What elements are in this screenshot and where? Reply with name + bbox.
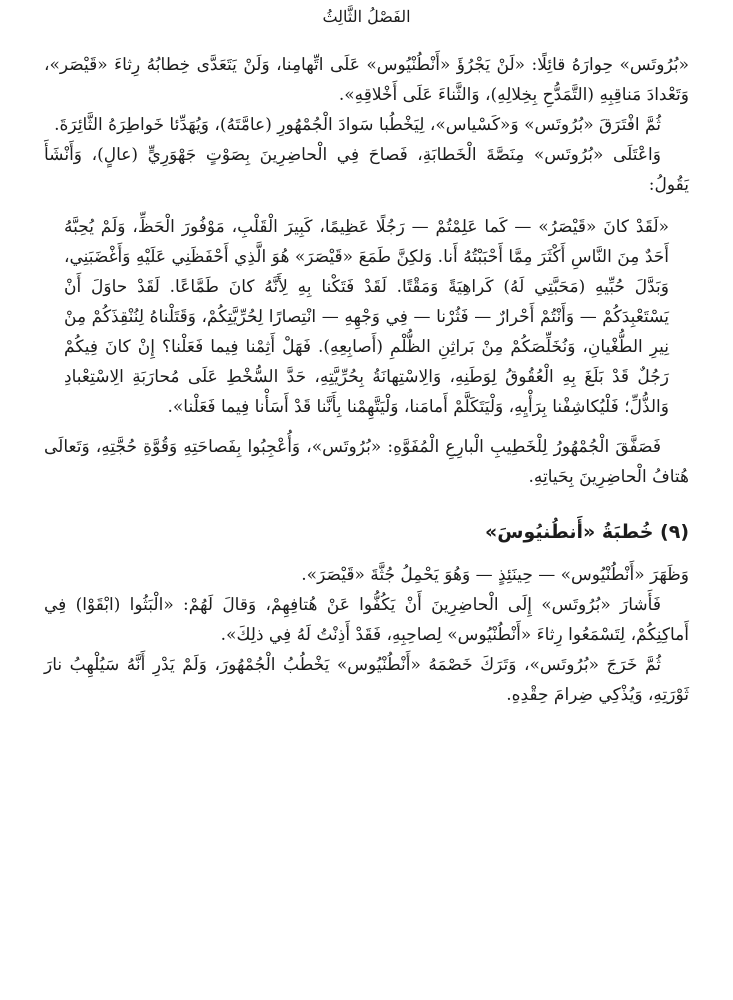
paragraph: وَاعْتَلَى «بُرُوتَس» مِنَصَّةَ الْخَطابَةِ، فَصاحَ فِي الْحاضِرِينَ بِصَوْتٍ جَهْوَرِيٍّ (عالٍ)، وَأَنْشَأَ يَقُولُ: — [44, 145, 689, 195]
block-quote — [64, 212, 669, 422]
paragraph: ثُمَّ افْتَرَقَ «بُرُوتَس» وَ«كَسْياس»، لِيَخْطُبا سَوادَ الْجُمْهُورِ (عامَّتَهُ)، وَيُهَدِّئا خَواطِرَهُ الثَّائِرَةَ. — [54, 115, 661, 135]
book-page — [44, 6, 689, 1000]
section-heading: (٩) خُطبَةُ «أَنطُنيُوسَ» — [484, 521, 689, 543]
paragraph: وَظَهَرَ «أَنْطُنْيُوس» — حِينَئِذٍ — وَهُوَ يَحْمِلُ جُثَّةَ «قَيْصَرَ». — [301, 565, 689, 585]
paragraph: فَصَفَّقَ الْجُمْهُورُ لِلْخَطِيبِ الْبارِعِ الْمُفَوَّهِ: «بُرُوتَس»، وَأُعْجِبُوا بِفَصاحَتِهِ وَقُوَّةِ حُجَّتِهِ، وَتَعالَى هُتافُ الْحاضِرِينَ بِحَياتِهِ. — [44, 437, 689, 487]
quote-text: «لَقَدْ كانَ «قَيْصَرُ» — كَما عَلِمْتُمْ — رَجُلًا عَظِيمًا، كَبِيرَ الْقَلْبِ، مَوْفُورَ الْحَظِّ، وَلَمْ يُحِبَّهُ أَحَدٌ مِنَ النَّاسِ أَكْثَرَ مِمَّا أَحْبَبْتُهُ أَنا. وَلكِنَّ طَمَعَ «قَيْصَرَ» هُوَ الَّذِي أَحْفَظَنِي عَلَيْهِ وَأَغْضَبَنِي، وَبَدَّلَ حُبِّيهِ (مَحَبَّتِي لَهُ) كَراهِيَةً وَمَقْتًا. لَقَدْ فَتَكْنا بِهِ لِأَنَّهُ كانَ طَمَّاعًا. لَقَدْ حاوَلَ أَنْ يَسْتَعْبِدَكُمْ — وَأَنْتُمْ أَحْرارٌ — فَثُرْنا — فِي وَجْهِهِ — انْتِصارًا لِحُرِّيَّتِكُمْ، وَقَتَلْناهُ لِنُنْقِذَكُمْ مِنْ نِيرِ الطُّغْيانِ، وَنُخَلِّصَكُمْ مِنْ بَراثِنِ الظُّلْمِ (أَصابِعِهِ). فَهَلْ أَثِمْنا فِيما فَعَلْنا؟ إِنْ كانَ فِيكُمْ رَجُلٌ قَدْ بَلَغَ بِهِ الْعُقُوقُ لِوَطَنِهِ، وَالِاسْتِهانَةُ بِحُرِّيَّتِهِ، حَدَّ السُّخْطِ عَلَى مُحارَبَةِ الِاسْتِعْبادِ وَالذُّلِّ؛ فَلْيُكاشِفْنا بِرَأْيِهِ، وَلْيَتَكَلَّمْ أَمامَنا، وَلْيَتَّهِمْنا بِأَنَّنا قَدْ أَسَأْنا فِيما فَعَلْنا». — [64, 217, 669, 417]
paragraph: ثُمَّ خَرَجَ «بُرُوتَس»، وَتَرَكَ خَصْمَهُ «أَنْطُنْيُوس» يَخْطُبُ الْجُمْهُورَ، وَلَمْ يَدْرِ أَنَّهُ سَيُلْهِبُ نارَ ثَوْرَتِهِ، وَيُذْكِي ضِرامَ حِقْدِهِ. — [44, 655, 689, 705]
paragraph: «بُرُوتَس» حِوارَهُ قائِلًا: «لَنْ يَجْرُؤَ «أَنْطُنْيُوس» عَلَى اتِّهامِنا، وَلَنْ يَتَعَدَّى خِطابُهُ رِثاءَ «قَيْصَر»، وَتَعْدادَ مَناقِبِهِ (التَّمَدُّحِ بِخِلالِهِ)، وَالثَّناءَ عَلَى أَخْلاقِهِ». — [44, 55, 689, 105]
chapter-title: الفَصْلُ الثَّالِثُ — [322, 7, 411, 26]
paragraph: فَأَشارَ «بُرُوتَس» إِلَى الْحاضِرِينَ أَنْ يَكُفُّوا عَنْ هُتافِهِمْ، وَقالَ لَهُمْ: «الْبَثُوا (ابْقَوْا) فِي أَماكِنِكُمْ، لِتَسْمَعُوا رِثاءَ «أَنْطُنْيُوس» لِصاحِبِهِ، فَقَدْ أَذِنْتُ لَهُ فِي ذلِكَ». — [44, 595, 689, 645]
